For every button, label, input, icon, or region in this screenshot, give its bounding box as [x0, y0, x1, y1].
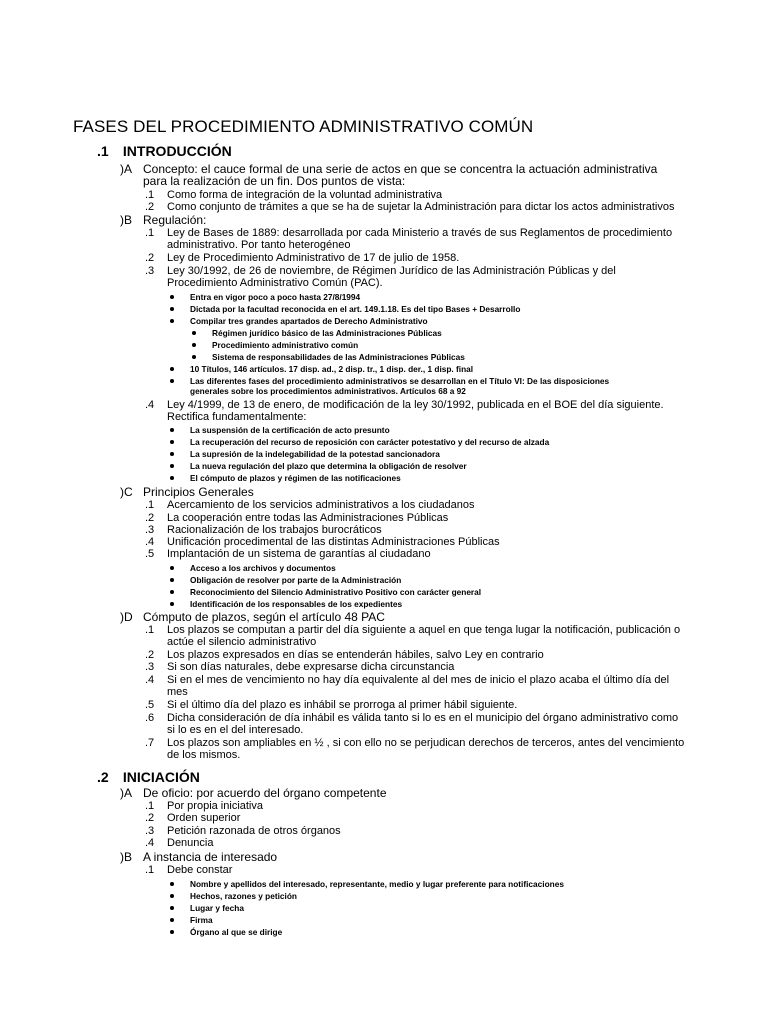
text-line: .1	[145, 499, 155, 511]
text-line: Procedimiento administrativo común	[212, 340, 359, 350]
text-line: La recuperación del recurso de reposición con carácter potestativo y del recurso de alzada	[190, 437, 550, 447]
section-heading-introduccion	[97, 143, 232, 159]
text-line: La supresión de la indelegabilidad de la potestad sancionadora	[190, 449, 440, 459]
text-line: Ley de Bases de 1889: desarrollada por cada Ministerio a través de sus Reglamentos de procedimiento	[167, 227, 673, 239]
bullet-icon	[170, 452, 174, 456]
text-line: Los plazos son ampliables en ½ , si con ello no se perjudican derechos de terceros, antes del vencimiento	[167, 737, 685, 749]
text-line: A instancia de interesado	[143, 850, 278, 864]
text-line: Compilar tres grandes apartados de Derecho Administrativo	[190, 316, 428, 326]
bullet-icon	[192, 331, 196, 335]
text-line: Firma	[190, 915, 213, 925]
text-line: .3	[145, 661, 155, 673]
text-line: .3	[145, 265, 155, 277]
text-line: Concepto: el cauce formal de una serie de actos en que se concentra la actuación administrativa	[143, 162, 658, 176]
text-line: .1	[145, 189, 155, 201]
text-line: De oficio: por acuerdo del órgano competente	[143, 786, 387, 800]
text-line: La nueva regulación del plazo que determina la obligación de resolver	[190, 461, 467, 471]
bullet-icon	[170, 590, 174, 594]
bullet-icon	[170, 930, 174, 934]
text-line: Denuncia	[167, 837, 214, 849]
bullet-icon	[170, 464, 174, 468]
text-line: .5	[145, 548, 155, 560]
text-line: Regulación:	[143, 213, 207, 227]
text-line: Como forma de integración de la voluntad administrativa	[167, 189, 443, 201]
text-line: La cooperación entre todas las Administraciones Públicas	[167, 512, 449, 524]
text-line: .1	[145, 800, 155, 812]
text-line: )D	[120, 610, 133, 624]
text-line: Petición razonada de otros órganos	[167, 825, 341, 837]
section-heading-iniciacion	[97, 769, 200, 785]
bullet-icon	[170, 379, 174, 383]
bullet-icon	[170, 566, 174, 570]
text-line: )A	[120, 786, 132, 800]
text-line: El cómputo de plazos y régimen de las notificaciones	[190, 473, 401, 483]
text-line: Nombre y apellidos del interesado, representante, medio y lugar preferente para notificaciones	[190, 879, 564, 889]
text-line: Unificación procedimental de las distintas Administraciones Públicas	[167, 536, 500, 548]
text-line: .1	[97, 143, 109, 159]
text-line: Ley 30/1992, de 26 de noviembre, de Régimen Jurídico de las Administración Públicas y del	[167, 265, 616, 277]
text-line: INICIACIÓN	[122, 769, 200, 785]
text-line: Reconocimiento del Silencio Administrativo Positivo con carácter general	[190, 587, 482, 597]
text-line: )B	[120, 213, 132, 227]
text-line: Régimen jurídico básico de las Administraciones Públicas	[212, 328, 442, 338]
bullet-icon	[170, 578, 174, 582]
text-line: .1	[145, 624, 155, 636]
text-line: .2	[145, 812, 155, 824]
text-line: Procedimiento Administrativo Común (PAC).	[167, 277, 383, 289]
text-line: Racionalización de los trabajos burocráticos	[167, 524, 382, 536]
text-line: Entra en vigor poco a poco hasta 27/8/1994	[190, 292, 361, 302]
text-line: )A	[120, 162, 132, 176]
text-line: Dictada por la facultad reconocida en el art. 149.1.18. Es del tipo Bases + Desarrollo	[190, 304, 521, 314]
text-line: )B	[120, 850, 132, 864]
text-line: INTRODUCCIÓN	[122, 143, 232, 159]
text-line: Implantación de un sistema de garantías al ciudadano	[167, 548, 431, 560]
text-line: Si son días naturales, debe expresarse dicha circunstancia	[167, 661, 455, 673]
subsection-b-a-instancia	[120, 850, 278, 864]
text-line: Por propia iniciativa	[167, 800, 263, 812]
bullet-icon	[170, 894, 174, 898]
text-line: Ley de Procedimiento Administrativo de 17 de julio de 1958.	[167, 252, 460, 264]
text-line: Debe constar	[167, 864, 233, 876]
text-line: Hechos, razones y petición	[190, 891, 297, 901]
text-line: administrativo. Por tanto heterogéneo	[167, 239, 351, 251]
text-line: Si en el mes de vencimiento no hay día equivalente al del mes de inicio el plazo acaba el último día del	[167, 674, 670, 686]
bullet-icon	[170, 476, 174, 480]
bullet-icon	[170, 918, 174, 922]
text-line: .2	[145, 649, 155, 661]
bullet-icon	[170, 882, 174, 886]
text-line: .4	[145, 837, 155, 849]
text-line: Rectifica fundamentalmente:	[167, 411, 307, 423]
text-line: .1	[145, 227, 155, 239]
text-line: Obligación de resolver por parte de la Administración	[190, 575, 402, 585]
text-line: actúe el silencio administrativo	[167, 636, 317, 648]
text-line: generales sobre los procedimientos administrativos. Artículos 68 a 92	[190, 386, 466, 396]
text-line: .6	[145, 712, 155, 724]
text-line: Principios Generales	[143, 485, 254, 499]
text-line: .3	[145, 524, 155, 536]
text-line: .4	[145, 536, 155, 548]
bullet-icon	[170, 602, 174, 606]
bullet-icon	[170, 295, 174, 299]
document-title: FASES DEL PROCEDIMIENTO ADMINISTRATIVO COMÚN	[73, 117, 534, 136]
text-line: .1	[145, 864, 155, 876]
text-line: Las diferentes fases del procedimiento administrativos se desarrollan en el Título VI: De las disposiciones	[190, 376, 610, 386]
text-line: .7	[145, 737, 155, 749]
bullet-icon	[170, 367, 174, 371]
text-line: Dicha consideración de día inhábil es válida tanto si lo es en el municipio del órgano administrativo como	[167, 712, 679, 724]
text-line: Lugar y fecha	[190, 903, 244, 913]
subsection-a-concepto	[120, 162, 658, 188]
text-line: .4	[145, 674, 155, 686]
text-line: Sistema de responsabilidades de las Administraciones Públicas	[212, 352, 465, 362]
text-line: .4	[145, 399, 155, 411]
bullet-icon	[192, 355, 196, 359]
bullet-icon	[170, 906, 174, 910]
text-line: Ley 4/1999, de 13 de enero, de modificación de la ley 30/1992, publicada en el BOE del día siguiente.	[167, 399, 664, 411]
text-line: de los mismos.	[167, 749, 241, 761]
text-line: 10 Títulos, 146 artículos. 17 disp. ad., 2 disp. tr., 1 disp. der., 1 disp. final	[190, 364, 474, 374]
text-line: Los plazos expresados en días se entenderán hábiles, salvo Ley en contrario	[167, 649, 544, 661]
text-line: para la realización de un fin. Dos puntos de vista:	[143, 174, 406, 188]
subsection-d-computo	[120, 610, 385, 624]
text-line: Identificación de los responsables de los expedientes	[190, 599, 403, 609]
text-line: Órgano al que se dirige	[190, 927, 283, 937]
text-line: .2	[97, 769, 109, 785]
bullet-icon	[170, 428, 174, 432]
text-line: La suspensión de la certificación de acto presunto	[190, 425, 390, 435]
text-line: Como conjunto de trámites a que se ha de sujetar la Administración para dictar los actos administrativos	[167, 201, 675, 213]
text-line: Los plazos se computan a partir del día siguiente a aquel en que tenga lugar la notificación, publicación o	[167, 624, 681, 636]
text-line: mes	[167, 686, 188, 698]
text-line: Acceso a los archivos y documentos	[190, 563, 336, 573]
subsection-c-principios	[120, 485, 254, 499]
text-line: )C	[120, 485, 133, 499]
text-line: Orden superior	[167, 812, 241, 824]
text-line: .2	[145, 512, 155, 524]
text-line: .5	[145, 699, 155, 711]
text-line: .2	[145, 201, 155, 213]
bullet-icon	[170, 307, 174, 311]
bullet-icon	[192, 343, 196, 347]
text-line: .2	[145, 252, 155, 264]
text-line: Cómputo de plazos, según el artículo 48 PAC	[143, 610, 385, 624]
subsection-a-de-oficio	[120, 786, 387, 800]
subsection-b-regulacion	[120, 213, 207, 227]
text-line: si lo es en el del interesado.	[167, 724, 304, 736]
text-line: .3	[145, 825, 155, 837]
bullet-icon	[170, 440, 174, 444]
text-line: Si el último día del plazo es inhábil se prorroga al primer hábil siguiente.	[167, 699, 518, 711]
text-line: Acercamiento de los servicios administrativos a los ciudadanos	[167, 499, 475, 511]
bullet-icon	[170, 319, 174, 323]
